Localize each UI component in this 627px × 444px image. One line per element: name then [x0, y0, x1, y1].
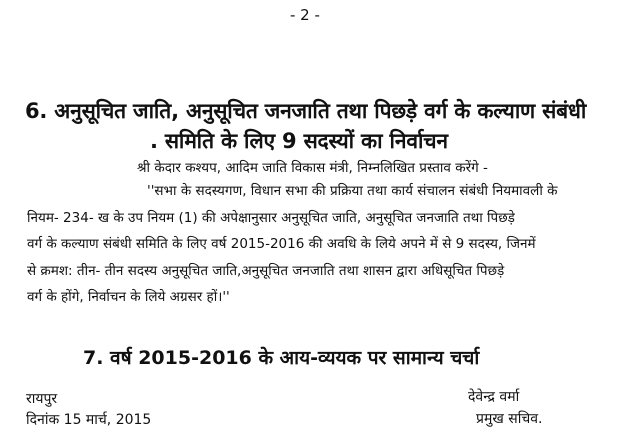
- section-7-heading: 7. वर्ष 2015-2016 के आय-व्ययक पर सामान्य चर्चा: [83, 347, 480, 369]
- resolution-line: से क्रमश: तीन- तीन सदस्य अनुसूचित जाति,अनुसूचित जनजाति तथा शासन द्वारा अधिसूचित पिछड़े: [27, 262, 505, 279]
- resolution-line: ''सभा के सदस्यगण, विधान सभा की प्रक्रिया तथा कार्य संचालन संबंधी नियमावली के: [147, 183, 558, 199]
- resolution-line: वर्ग के कल्याण संबंधी समिति के लिए वर्ष 2015-2016 की अवधि के लिये अपने में से 9 सदस्य, जिनमें: [27, 236, 536, 252]
- section-6-heading-line1: 6. अनुसूचित जाति, अनुसूचित जनजाति तथा पिछड़े वर्ग के कल्याण संबंधी: [25, 99, 587, 123]
- footer-date: दिनांक 15 मार्च, 2015: [26, 412, 152, 428]
- page-number: - 2 -: [290, 6, 320, 24]
- resolution-line: वर्ग के होंगे, निर्वाचन के लिये अग्रसर हों।'': [27, 289, 230, 305]
- signer-name: देवेन्द्र वर्मा: [468, 389, 520, 405]
- section-6-heading-line2: . समिति के लिए 9 सदस्यों का निर्वाचन: [150, 129, 448, 153]
- signer-designation: प्रमुख सचिव.: [476, 411, 543, 427]
- resolution-paragraph: [27, 178, 613, 311]
- resolution-line: नियम- 234- ख के उप नियम (1) की अपेक्षानुसार अनुसूचित जाति, अनुसूचित जनजाति तथा पिछड़े: [27, 209, 515, 226]
- footer-place: रायपुर: [26, 391, 58, 407]
- motion-intro: श्री केदार कश्यप, आदिम जाति विकास मंत्री, निम्नलिखित प्रस्ताव करेंगे -: [137, 160, 488, 176]
